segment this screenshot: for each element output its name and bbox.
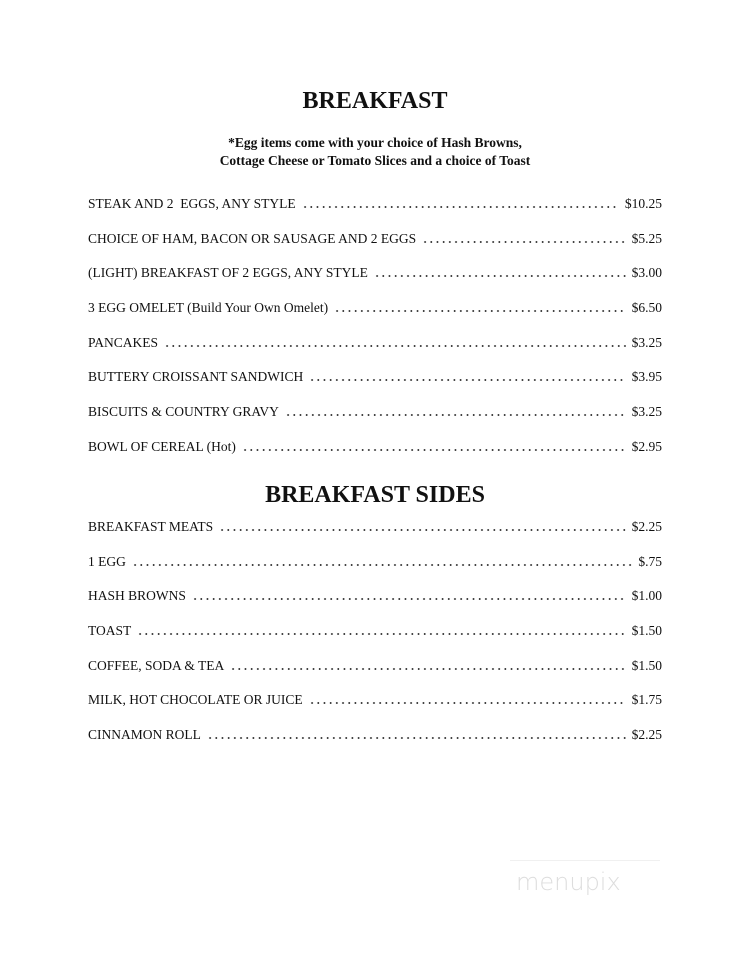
item-name: 3 EGG OMELET (Build Your Own Omelet) <box>88 300 329 316</box>
dot-leader <box>334 310 626 312</box>
item-name: CHOICE OF HAM, BACON OR SAUSAGE AND 2 EGGS <box>88 230 417 246</box>
note-line-1: *Egg items come with your choice of Hash Browns, <box>228 135 522 150</box>
menu-item <box>88 404 662 439</box>
menu-item <box>88 692 662 727</box>
breakfast-title: BREAKFAST <box>302 88 448 114</box>
item-price: $1.00 <box>631 588 662 604</box>
sides-list <box>88 519 662 762</box>
menu-item <box>88 519 662 554</box>
item-price: $3.25 <box>631 404 662 420</box>
item-name: CINNAMON ROLL <box>88 727 201 743</box>
note-line-2: Cottage Cheese or Tomato Slices and a choice of Toast <box>219 153 531 168</box>
item-name: MILK, HOT CHOCOLATE OR JUICE <box>88 692 303 708</box>
menu-item <box>88 369 662 404</box>
item-price: $.75 <box>638 553 662 569</box>
item-price: $3.95 <box>631 369 662 385</box>
item-name: BISCUITS & COUNTRY GRAVY <box>88 404 279 420</box>
dot-leader <box>132 564 633 566</box>
menu-item <box>88 439 662 474</box>
menu-item <box>88 335 662 370</box>
dot-leader <box>219 529 625 531</box>
item-price: $10.25 <box>624 196 662 211</box>
menupix-watermark: menupix <box>516 868 621 896</box>
dot-leader <box>302 206 619 208</box>
dot-leader <box>309 702 626 704</box>
item-name: PANCAKES <box>88 334 159 350</box>
item-name: BREAKFAST MEATS <box>88 519 214 534</box>
item-price: $2.95 <box>631 438 662 454</box>
item-name: COFFEE, SODA & TEA <box>88 657 225 673</box>
menu-item <box>88 658 662 693</box>
dot-leader <box>207 737 626 739</box>
dot-leader <box>137 633 625 635</box>
item-price: $1.75 <box>631 692 662 708</box>
dot-leader <box>192 598 626 600</box>
item-price: $3.00 <box>631 265 662 281</box>
item-name: STEAK AND 2 EGGS, ANY STYLE <box>88 196 296 211</box>
item-name: TOAST <box>88 623 132 639</box>
dot-leader <box>422 241 625 243</box>
dot-leader <box>285 414 626 416</box>
menu-item <box>88 300 662 335</box>
item-name: (LIGHT) BREAKFAST OF 2 EGGS, ANY STYLE <box>88 265 368 281</box>
item-name: BUTTERY CROISSANT SANDWICH <box>88 369 304 385</box>
item-price: $6.50 <box>631 300 662 316</box>
menu-item <box>88 554 662 589</box>
dot-leader <box>230 668 625 670</box>
item-name: BOWL OF CEREAL (Hot) <box>88 438 236 454</box>
dot-leader <box>309 379 625 381</box>
item-name: HASH BROWNS <box>88 588 186 604</box>
item-price: $1.50 <box>631 623 662 639</box>
menu-item <box>88 727 662 762</box>
item-price: $2.25 <box>631 519 662 534</box>
item-price: $3.25 <box>631 334 662 350</box>
dot-leader <box>242 449 626 451</box>
menu-item <box>88 265 662 300</box>
item-price: $1.50 <box>631 657 662 673</box>
menu-item <box>88 196 662 231</box>
menu-item <box>88 623 662 658</box>
breakfast-list <box>88 196 662 474</box>
menu-item <box>88 588 662 623</box>
item-name: 1 EGG <box>88 553 126 569</box>
sides-title: BREAKFAST SIDES <box>265 482 485 508</box>
menu-item <box>88 231 662 266</box>
item-price: $2.25 <box>631 727 662 743</box>
watermark-line <box>510 860 660 861</box>
item-price: $5.25 <box>631 230 662 246</box>
breakfast-note <box>0 134 750 170</box>
dot-leader <box>164 345 626 347</box>
dot-leader <box>374 275 626 277</box>
